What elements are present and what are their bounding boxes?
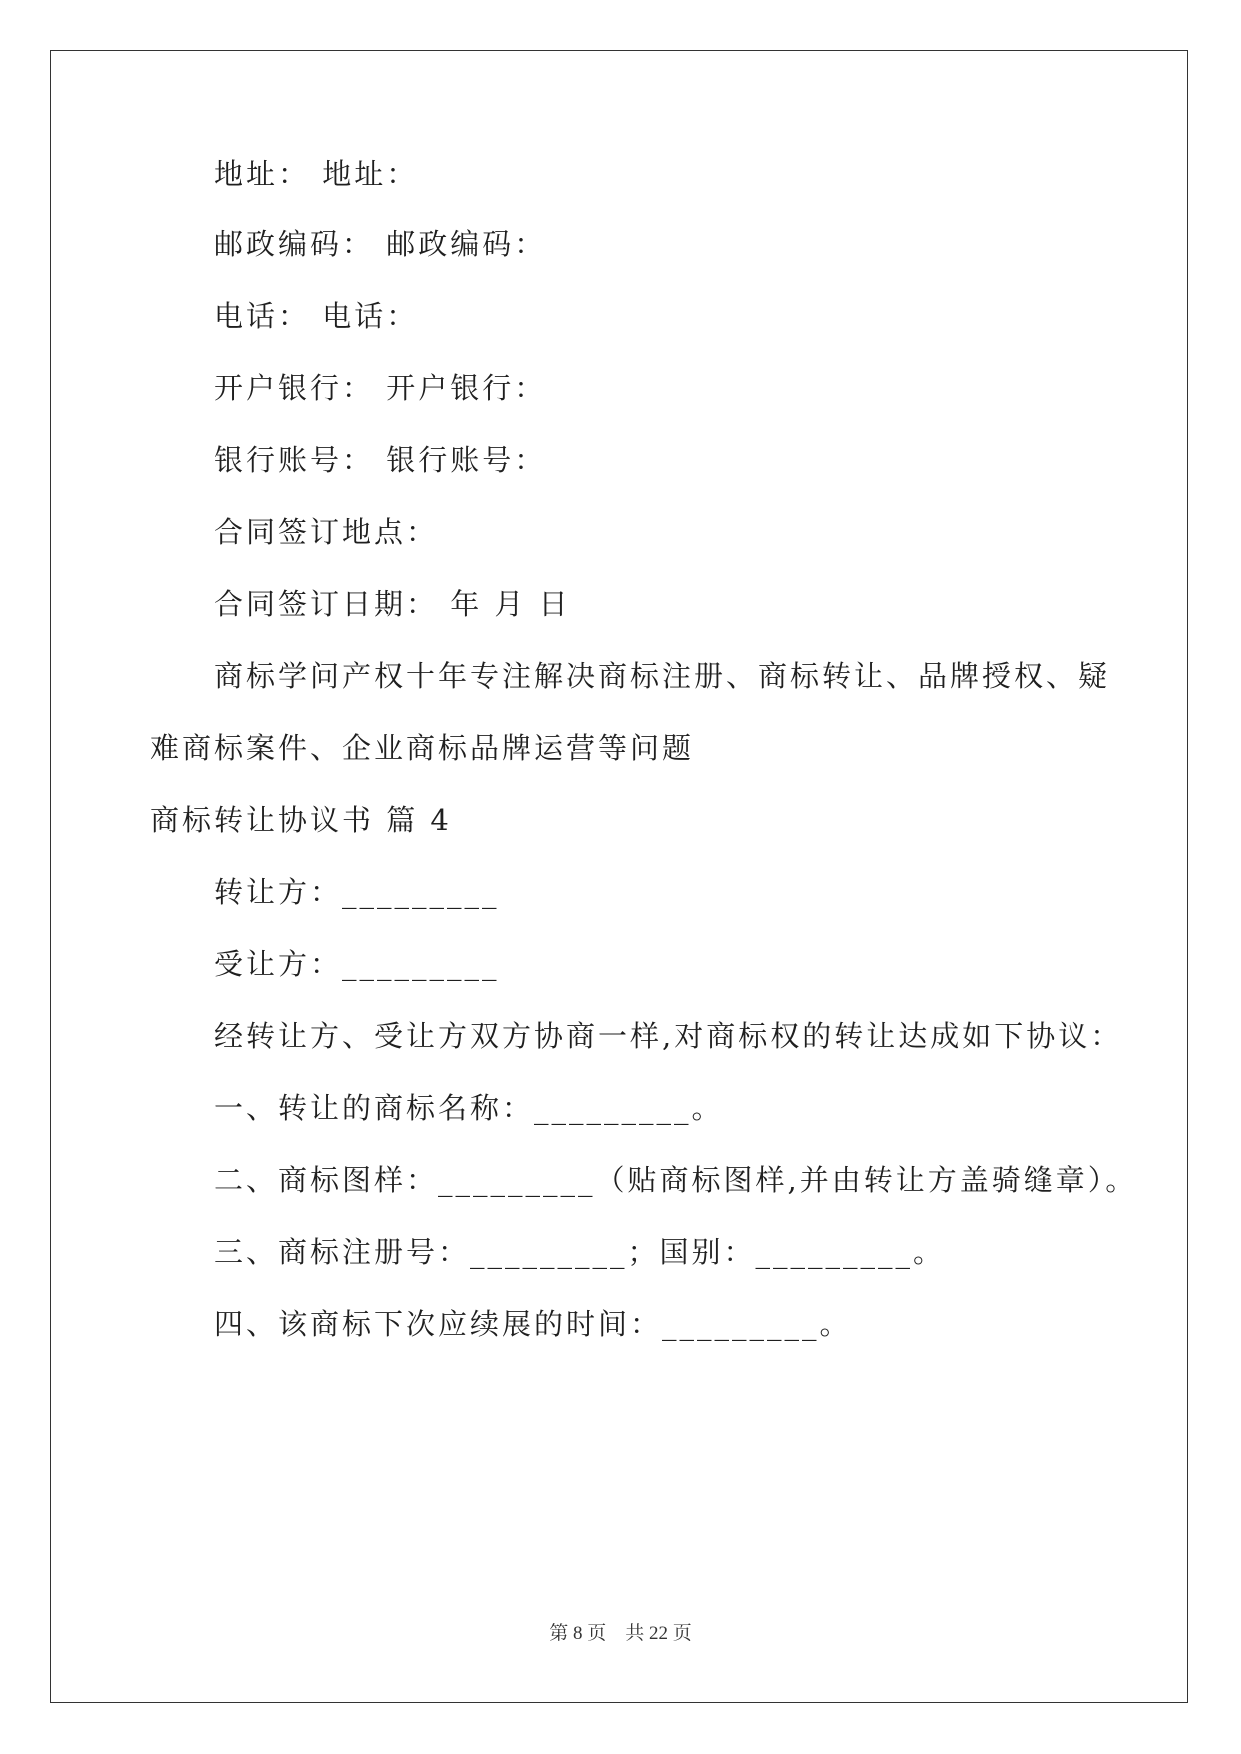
phone-line: 电话： 电话： bbox=[214, 299, 419, 333]
item-2-line: 二、商标图样：_________（贴商标图样,并由转让方盖骑缝章）。 bbox=[214, 1163, 1138, 1197]
postcode-line: 邮政编码： 邮政编码： bbox=[214, 227, 547, 261]
item-4-line: 四、该商标下次应续展的时间：_________。 bbox=[214, 1307, 852, 1341]
promo-line-1: 商标学问产权十年专注解决商标注册、商标转让、品牌授权、疑 bbox=[214, 659, 1111, 693]
bank-line: 开户银行： 开户银行： bbox=[214, 371, 547, 405]
sign-place-line: 合同签订地点： bbox=[214, 515, 439, 549]
item-3-line: 三、商标注册号：_________；国别：_________。 bbox=[214, 1235, 946, 1269]
promo-line-2: 难商标案件、企业商标品牌运营等问题 bbox=[150, 731, 695, 765]
transferee-line: 受让方：_________ bbox=[214, 947, 500, 981]
address-line: 地址： 地址： bbox=[214, 157, 419, 191]
item-1-line: 一、转让的商标名称：_________。 bbox=[214, 1091, 724, 1125]
sign-date-line: 合同签订日期： 年 月 日 bbox=[214, 587, 571, 621]
transferor-line: 转让方：_________ bbox=[214, 875, 500, 909]
page-footer: 第 8 页 共 22 页 bbox=[549, 1623, 692, 1644]
account-line: 银行账号： 银行账号： bbox=[214, 443, 547, 477]
section-title: 商标转让协议书 篇 4 bbox=[150, 803, 452, 837]
agreement-line: 经转让方、受让方双方协商一样,对商标权的转让达成如下协议： bbox=[214, 1019, 1123, 1053]
